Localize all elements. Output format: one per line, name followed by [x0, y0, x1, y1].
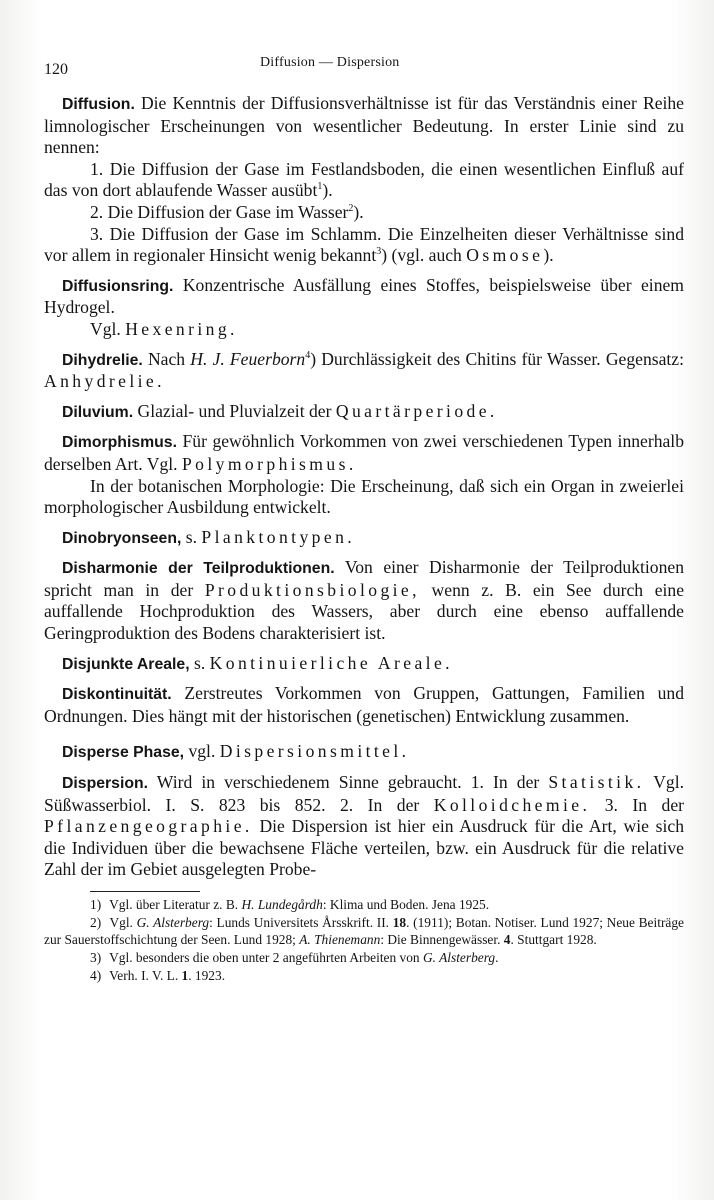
author-feuerborn: H. J. Feuerborn: [190, 348, 306, 369]
entry-diffusionsring: Diffusionsring. Konzentrische Ausfällung eines Stoffes, beispielsweise über einem Hydrogel.: [44, 274, 684, 318]
entry-disjunkte-areale: Disjunkte Areale, s. Kontinuierliche Areale.: [62, 652, 453, 673]
entry-dihydrelie: Dihydrelie. Nach H. J. Feuerborn$^4$) Durchlässigkeit des Chitins für Wasser. Gegensatz: Anhydrelie.: [44, 348, 684, 392]
cross-ref-anhydrelie: Anhydrelie.: [44, 371, 165, 392]
lemma-dihydrelie: Dihydrelie.: [62, 351, 143, 369]
entry-disharmonie: Disharmonie der Teilproduktionen. Von einer Disharmonie der Teilproduktionen spricht man in der Produktionsbiologie, wenn z. B. ein See durch eine auffallende Hochproduktion des Wassers, aber durch eine ebenso auffallende Geringproduktion des Bodens charakterisiert ist.: [44, 557, 685, 644]
dictionary-entries: [44, 93, 684, 881]
running-title: Diffusion — Dispersion: [260, 55, 400, 70]
entry-diffusion-item-1: 1. Die Diffusion der Gase im Festlandsboden, die einen wesentlichen Einfluß auf das von dort ablaufende Wasser ausübt$^1$).: [44, 158, 684, 201]
cross-ref-osmose: Osmose: [466, 245, 544, 266]
entry-diffusion-item-3: 3. Die Diffusion der Gase im Schlamm. Die Einzelheiten dieser Verhältnisse sind vor allem in regionaler Hinsicht wenig bekannt$^3$) (vgl. auch Osmose).: [44, 223, 684, 266]
lemma-diskontinuitaet: Diskontinuität.: [62, 686, 172, 704]
footnote-3: 3) Vgl. besonders die oben unter 2 angeführten Arbeiten von G. Alsterberg.: [90, 950, 499, 965]
running-head: [44, 55, 684, 81]
cross-ref-kontinuierliche-areale: Kontinuierliche Areale.: [209, 652, 453, 673]
entry-dimorphismus-botany: In der botanischen Morphologie: Die Erscheinung, daß sich ein Organ in zweierlei morphologischer Ausbildung entwickelt.: [44, 475, 684, 518]
cross-ref-kolloidchemie: Kolloidchemie.: [433, 794, 591, 815]
footnote-1: 1) Vgl. über Literatur z. B. H. Lundegårdh: Klima und Boden. Jena 1925.: [90, 897, 490, 912]
entry-diffusion-item-2: 2. Die Diffusion der Gase im Wasser$^2$).: [90, 201, 364, 222]
cross-ref-quartaerperiode: Quartärperiode.: [335, 400, 498, 421]
lemma-disperse-phase: Disperse Phase,: [62, 744, 185, 762]
footnote-ref-2: 2: [348, 203, 354, 215]
entry-disperse-phase: Disperse Phase, vgl. Dispersionsmittel.: [62, 741, 410, 762]
cross-ref-dispersionsmittel: Dispersionsmittel.: [219, 741, 410, 762]
footnote-ref-4: 4: [305, 349, 311, 361]
footnotes: [44, 896, 684, 984]
cross-ref-statistik: Statistik.: [548, 772, 645, 793]
lemma-diluvium: Diluvium.: [62, 403, 134, 421]
entry-dinobryonseen: Dinobryonseen, s. Planktontypen.: [62, 526, 356, 547]
lemma-diffusionsring: Diffusionsring.: [62, 277, 174, 295]
footnote-4: 4) Verh. I. V. L. 1. 1923.: [90, 968, 226, 983]
cross-ref-pflanzengeographie: Pflanzengeographie.: [44, 816, 253, 837]
lemma-disjunkte-areale: Disjunkte Areale,: [62, 655, 190, 673]
cross-ref-planktontypen: Planktontypen.: [201, 526, 356, 547]
lemma-dimorphismus: Dimorphismus.: [62, 434, 177, 452]
footnote-2: 2) Vgl. G. Alsterberg: Lunds Universitets Årsskrift. II. 18. (1911); Botan. Notiser. Lund 1927; Neue Beiträge zur Sauerstoffschichtung der Seen. Lund 1928; A. Thienemann: Die Binnengewässer. 4. Stuttgart 1928.: [44, 915, 684, 947]
entry-diffusionsring-vgl: Vgl. Hexenring.: [90, 318, 238, 339]
cross-ref-polymorphismus: Polymorphismus.: [181, 453, 357, 474]
lemma-diffusion: Diffusion.: [62, 96, 135, 113]
footnote-ref-1: 1: [317, 181, 323, 193]
footnote-rule: [90, 891, 200, 892]
entry-dispersion: Dispersion. Wird in verschiedenem Sinne gebraucht. 1. In der Statistik. Vgl. Süßwasserbiol. I. S. 823 bis 852. 2. In der Kolloidchemie. 3. In der Pflanzengeographie. Die Dispersion ist hier ein Ausdruck für die Art, wie sich die Individuen über die bewachsene Fläche verteilen, bzw. ein Ausdruck für die relative Zahl der im Gebiet ausgelegten Probe-: [44, 772, 685, 880]
footnote-ref-3: 3: [376, 246, 382, 258]
cross-ref-hexenring: Hexenring.: [125, 318, 238, 339]
entry-diffusion: Diffusion. Die Kenntnis der Diffusionsverhältnisse ist für das Verständnis einer Reihe limnologischer Erscheinungen von wesentlicher Bedeutung. In erster Linie sind zu nennen:: [44, 93, 684, 158]
lemma-dispersion: Dispersion.: [62, 775, 149, 793]
cross-ref-produktionsbiologie: Produktionsbiologie,: [204, 579, 420, 600]
lemma-dinobryonseen: Dinobryonseen,: [62, 529, 182, 547]
lemma-disharmonie: Disharmonie der Teilproduktionen.: [62, 560, 335, 578]
entry-diluvium: Diluvium. Glazial- und Pluvialzeit der Quartärperiode.: [62, 400, 498, 421]
entry-dimorphismus: Dimorphismus. Für gewöhnlich Vorkommen von zwei verschiedenen Typen innerhalb derselben Art. Vgl. Polymorphismus.: [44, 431, 684, 474]
entry-diskontinuitaet: Diskontinuität. Zerstreutes Vorkommen von Gruppen, Gattungen, Familien und Ordnungen. Dies hängt mit der historischen (genetischen) Entwicklung zusammen.: [44, 683, 684, 726]
page-number: 120: [44, 61, 68, 78]
